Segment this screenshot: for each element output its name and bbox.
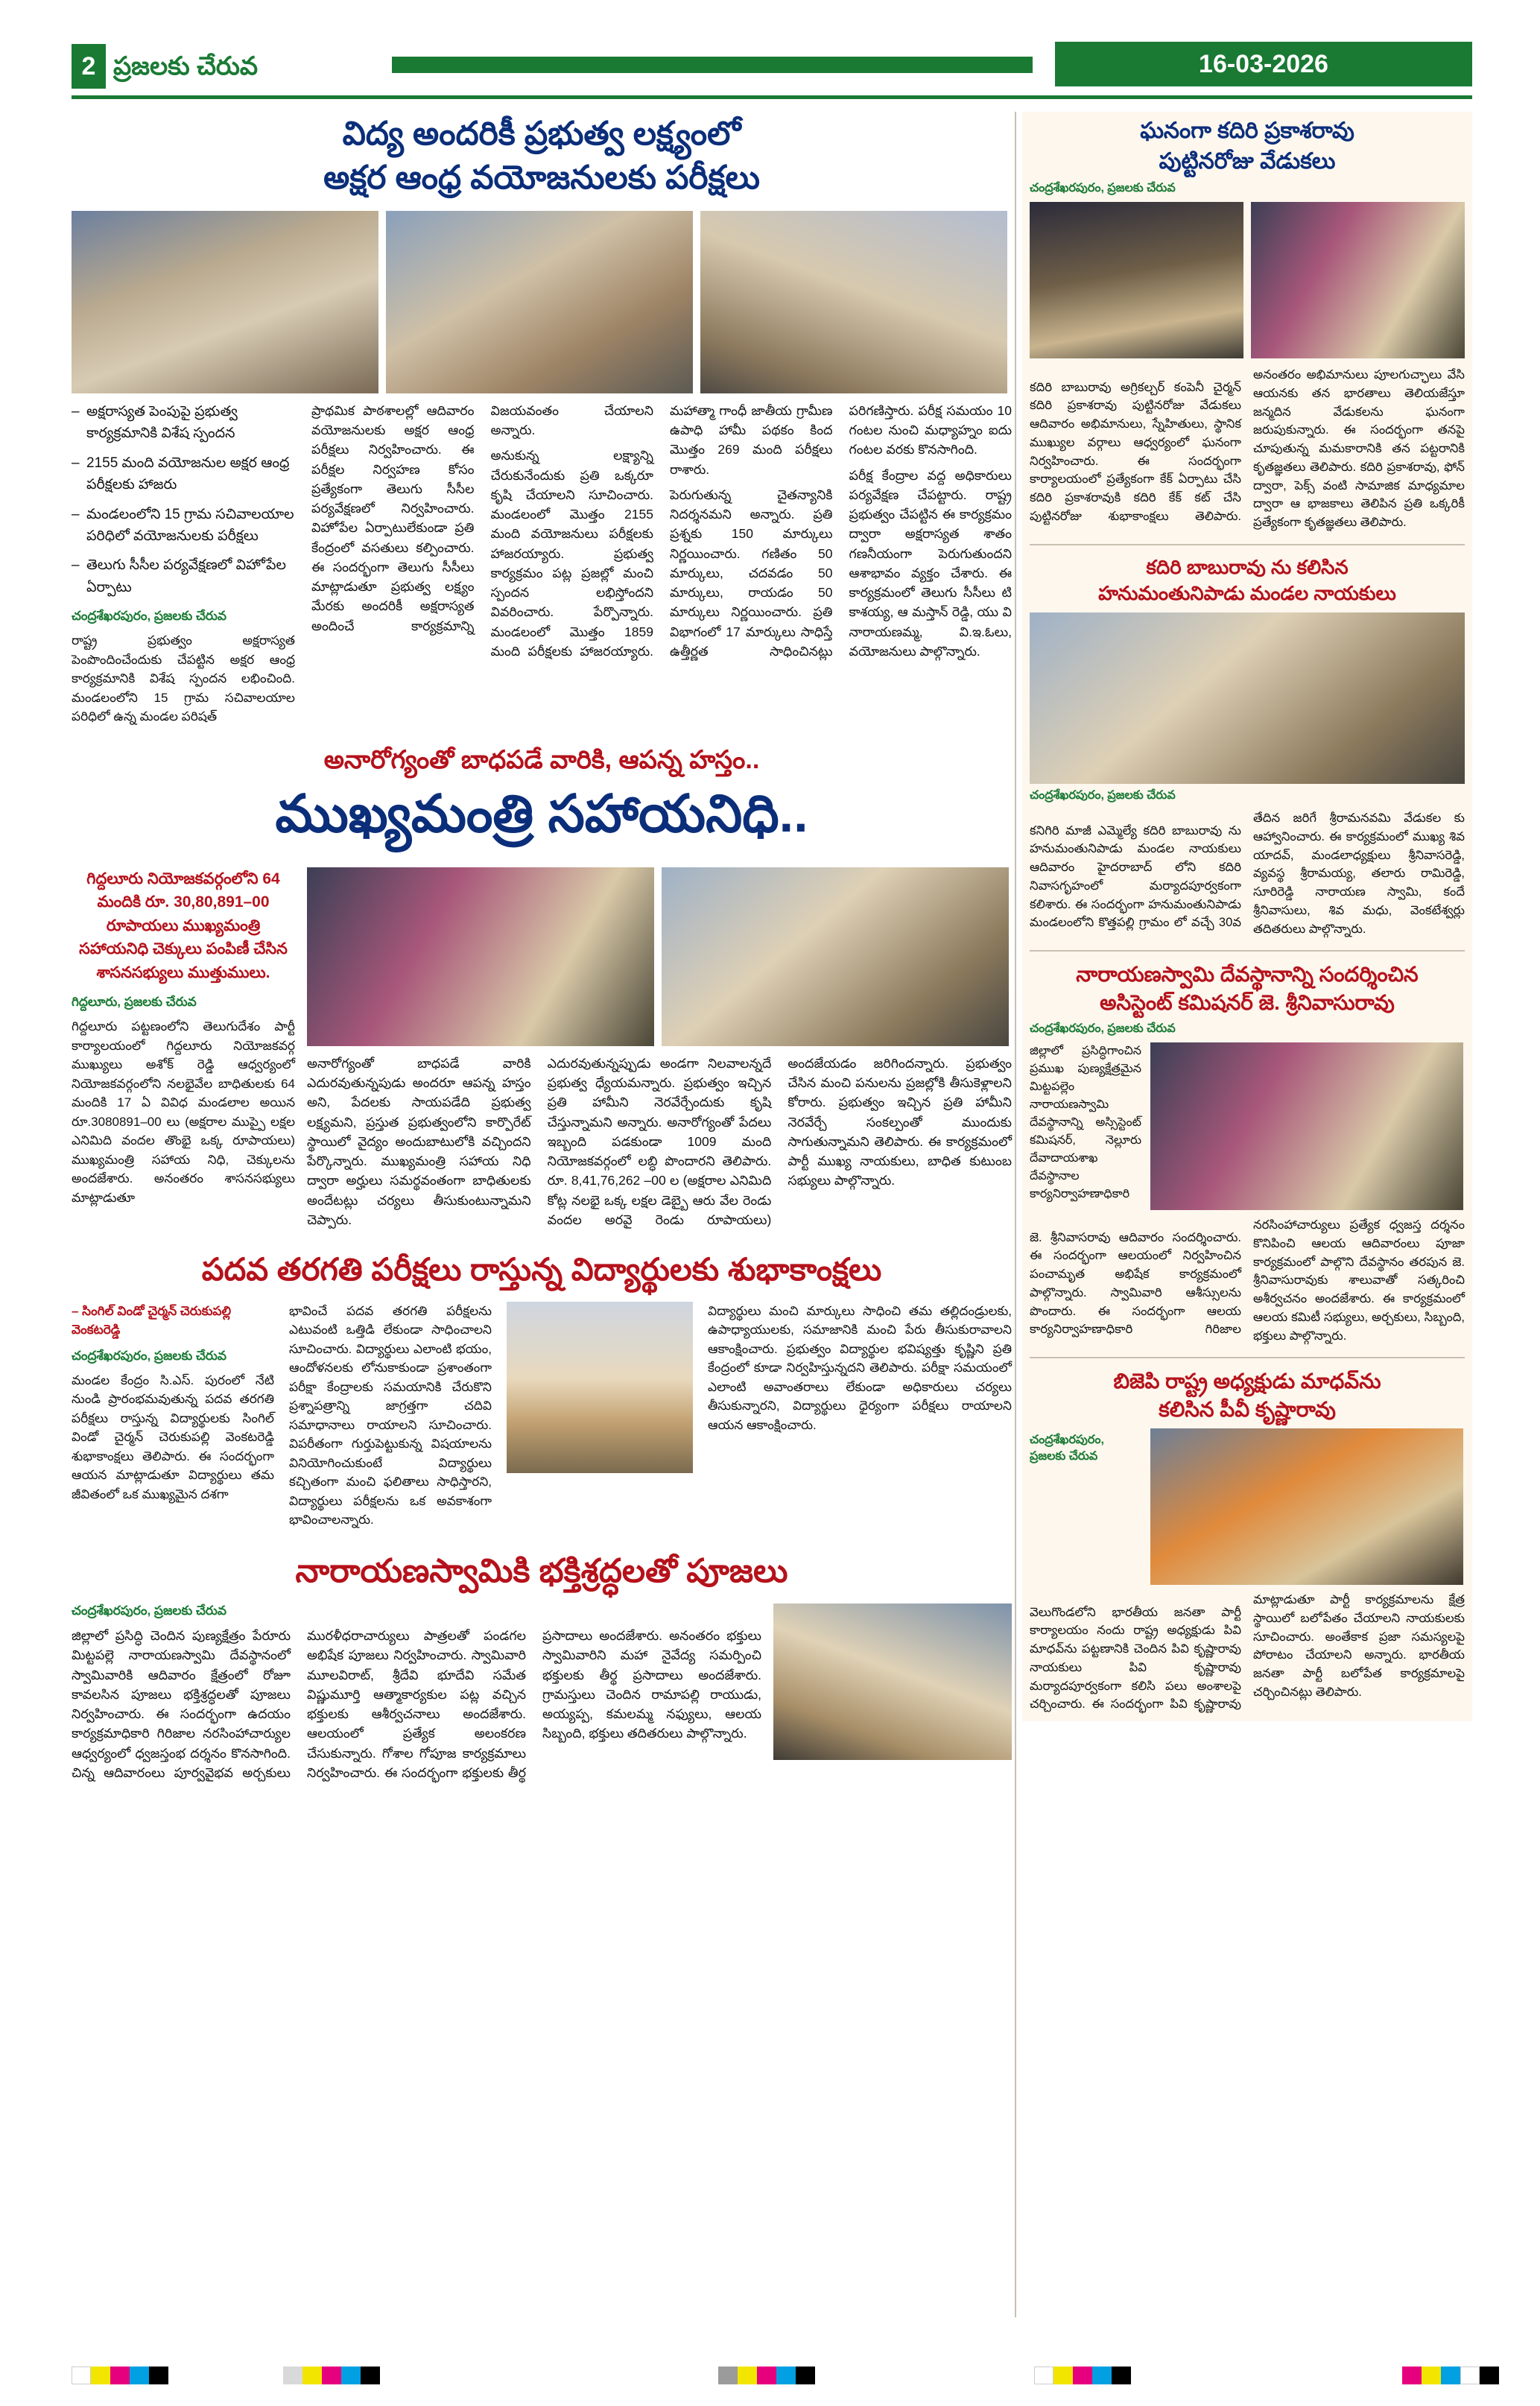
story1-lead: రాష్ట్ర ప్రభుత్వం అక్షరాస్యత పెంపొందించేందుకు చేపట్టిన అక్షర ఆంధ్ర కార్యక్రమానికి విశేష స్పందన లభించింది. మండలంలోని 15 గ్రామ సచివాలయాల పరిధిలో ఉన్న మండల పరిషత్ [72, 633, 295, 724]
r-story2-dateline: చంద్రశేఖరపురం, ప్రజలకు చేరువ [1030, 789, 1176, 802]
story2-para-1: గిద్దలూరు పట్టణంలోని తెలుగుదేశం పార్టీ కార్యాలయంలో గిద్దలూరు నియోజకవర్గ ముఖ్యులు అశోక్ రెడ్డి ఆధ్వర్యంలో నియోజకవర్గంలోని నలభైవేల బాధితులకు 64 మందికి 17 ఏ వివిధ మండలాల అయిన రూ.3080891–00 లు (అక్షరాల ముప్పై లక్షల ఎనిమిది వందల తొంభై ఒక్క రూపాయలు) ముఖ్యమంత్రి సహాయ నిధి, చెక్కులను అందజేశారు. అనంతరం శాసనసభ్యులు మాట్లాడుతూ [72, 1019, 295, 1205]
print-color-bar [72, 2366, 1472, 2385]
r-story2-para-1: కనిగిరి మాజీ ఎమ్మెల్యే కదిరి బాబురావు ను హనుమంతునిపాడు మండల నాయకులు ఆదివారం హైదరాబాద్ లోని కదిరి నివాసగృహంలో మర్యాదపూర్వకంగా కలిశారు. ఈ సందర్భంగా హనుమంతునిపాడు మండలంలోని కొత్తపల్లి గ్రామం లో వచ్చే 30వ తేదిన జరిగే శ్రీరామనవమి వేడుకల కు ఆహ్వానించారు. ఈ కార్యక్రమంలో ముఖ్య శివ యాదవ్, మండలాధ్యక్షులు శ్రీనివాసరెడ్డి, వ్యవస్థ శ్రీరామయ్య, తలారు రామిరెడ్డి, సూరిరెడ్డి నారాయణ స్వామి, కందే శ్రీనివాసులు, శివ మధు, వెంకటేశ్వర్లు తదితరులు పాల్గొన్నారు. [1030, 811, 1465, 936]
r-story4-dateline: చంద్రశేఖరపురం, ప్రజలకు చేరువ [1030, 1434, 1104, 1463]
story1-para-4: పరీక్ష కేంద్రాల వద్ద అధికారులు పర్యవేక్షణ చేపట్టారు. రాష్ట్ర ప్రభుత్వం చేపట్టిన ఈ కార్యక్రమం ద్వారా అక్షరాస్యత శాతం గణనీయంగా పెరుగుతుందని ఆశాభావం వ్యక్తం చేశారు. ఈ కార్యక్రమంలో తెలుగు సీసీలు టి కాశయ్య, ఆ మస్తాన్ రెడ్డి, యు వి నారాయణమ్మ, వి.ఇ.ఓలు, వయోజనులు పాల్గొన్నారు. [849, 467, 1012, 659]
r-story4-headline-line1: బిజెపి రాష్ట్ర అధ్యక్షుడు మాధవ్‌ను [1113, 1370, 1381, 1393]
color-swatch [149, 2367, 168, 2384]
photo-bjp-meeting [1150, 1428, 1463, 1585]
color-swatch [1422, 2367, 1441, 2384]
story2-kicker: అనారోగ్యంతో బాధపడే వారికి, ఆపన్న హస్తం.. [323, 745, 760, 774]
story-education-exams [72, 112, 1012, 726]
r-separator-1 [1030, 544, 1465, 545]
color-swatch [738, 2367, 757, 2384]
masthead-date: 16-03-2026 [1055, 42, 1472, 86]
r-story3-para-1: జిల్లాలో ప్రసిద్ధిగాంచిన ప్రముఖ పుణ్యక్షేత్రమైన మిట్టపల్లెం నారాయణస్వామి దేవస్థానాన్ని అస్సిస్టెంట్ కమిషనర్, నెల్లూరు దేవాదాయశాఖ దేవస్థానాల కార్యనిర్వాహణాధికారి [1030, 1045, 1141, 1201]
story3-para-3: విద్యార్థులు మంచి మార్కులు సాధించి తమ తల్లిదండ్రులకు, ఉపాధ్యాయులకు, సమాజానికి మంచి పేరు తీసుకురావాలని ఆకాంక్షించారు. ప్రభుత్వం విద్యార్థుల భవిష్యత్తు కృష్ణిని ప్రతి కేంద్రంలో కూడా నిర్వహిస్తున్నదని తెలిపారు. పరీక్షా సమయంలో ఎలాంటి అవాంతరాలు లేకుండా అధికారులు చర్యలు తీసుకున్నారని, విద్యార్థులు ధైర్యంగా పరీక్షలు రాయాలని ఆయన ఆకాంక్షించారు. [708, 1303, 1012, 1432]
color-swatch [1402, 2367, 1422, 2384]
r-story2-headline [1030, 554, 1465, 607]
story1-bullet-2: – 2155 మంది వయోజనుల అక్షర ఆంధ్ర పరీక్షలకు హాజరు [72, 452, 295, 496]
r-story2-headline-line1: కదిరి బాబురావు ను కలిసిన [1146, 555, 1349, 578]
r-story3-headline [1030, 960, 1465, 1017]
story1-headline-line2: అక్షర ఆంధ్ర వయోజనులకు పరీక్షలు [323, 159, 760, 197]
story-leaders-meet [1030, 554, 1465, 942]
photo-classroom-exam-2 [386, 211, 693, 393]
color-swatch [302, 2367, 322, 2384]
story4-body [72, 1626, 761, 1782]
color-swatch [72, 2367, 91, 2384]
color-swatch [1460, 2367, 1480, 2384]
story3-para-1: మండల కేంద్రం సి.ఎస్. పురంలో నేటి నుండి ప్రారంభమవుతున్న పదవ తరగతి పరీక్షలు రాస్తున్న విద్యార్థులకు సింగిల్ విండో చైర్మన్ చెరుకుపల్లి వెంకటరెడ్డి శుభాకాంక్షలు తెలిపారు. ఈ సందర్భంగా ఆయన మాట్లాడుతూ విద్యార్థులు తమ జీవితంలో ఒక ముఖ్యమైన దశగా [72, 1373, 274, 1501]
left-column [72, 112, 1012, 1782]
page-number: 2 [72, 44, 106, 89]
r-story1-dateline: చంద్రశేఖరపురం, ప్రజలకు చేరువ [1030, 182, 1176, 194]
r-story1-photo-row [1030, 202, 1465, 358]
masthead [72, 42, 1472, 91]
r-story1-headline [1030, 116, 1465, 177]
photo-classroom-exam-3 [700, 211, 1007, 393]
story1-dateline: చంద్రశేఖరపురం, ప్రజలకు చేరువ [72, 609, 226, 624]
story1-bullet-1: – అక్షరాస్యత పెంపుపై ప్రభుత్వ కార్యక్రమానికి విశేష స్పందన [72, 401, 295, 445]
color-swatch [110, 2367, 130, 2384]
r-story3-headline-line1: నారాయణస్వామి దేవస్థానాన్ని సందర్శించిన [1076, 963, 1419, 987]
story1-para-1: ప్రాథమిక పాఠశాలల్లో ఆదివారం వయోజనులకు అక్షర ఆంధ్ర పరీక్షలు నిర్వహించారు. ఈ పరీక్షల నిర్వహణ కోసం ప్రత్యేకంగా తెలుగు సీసీల పర్యవేక్షణలో నిర్వహించారు. విహోపేల ఏర్పాటులేకుండా ప్రతి కేంద్రంలో వసతులు కల్పించారు. ఈ సందర్భంగా తెలుగు సీసీలు మాట్లాడుతూ ప్రభుత్వ లక్ష్యం మేరకు అందరికీ అక్షరాస్యత అందించే కార్యక్రమాన్ని విజయవంతం చేయాలని అన్నారు. [311, 402, 653, 633]
color-swatch [1034, 2367, 1053, 2384]
story4-dateline: చంద్రశేఖరపురం, ప్రజలకు చేరువ [72, 1604, 226, 1618]
color-swatch [361, 2367, 380, 2384]
story3-headline: పదవ తరగతి పరీక్షలు రాస్తున్న విద్యార్థులకు శుభాకాంక్షలు [201, 1252, 882, 1288]
color-swatch [718, 2367, 738, 2384]
color-swatch [130, 2367, 149, 2384]
color-swatch [322, 2367, 341, 2384]
story4-headline: నారాయణస్వామికి భక్తిశ్రద్ధలతో పూజలు [295, 1552, 788, 1589]
masthead-rule [72, 95, 1472, 99]
photo-cheque-distribution-2 [662, 867, 1009, 1046]
color-group-1 [72, 2367, 168, 2384]
r-story4-headline [1030, 1367, 1465, 1424]
story3-para-2: భావించే పదవ తరగతి పరీక్షలను ఎటువంటి ఒత్తిడి లేకుండా సాధించాలని సూచించారు. విద్యార్థులు ఎలాంటి భయం, ఆందోళనలకు లోనుకాకుండా ప్రశాంతంగా పరీక్షా కేంద్రాలకు సమయానికి చేరుకొని ప్రశ్నాపత్రాన్ని జాగ్రత్తగా చదివి సమాధానాలు రాయాలని సూచించారు. విపరీతంగా గుర్తుపెట్టుకున్న విషయాలను వినియోగించుకుంటే విద్యార్థులు కచ్చితంగా మంచి ఫలితాలు సాధిస్తారని, విద్యార్థులు పరీక్షలను ఒక అవకాశంగా భావించాలన్నారు. [289, 1303, 492, 1528]
photo-birthday-1 [1030, 202, 1243, 358]
story-cm-relief-fund [72, 746, 1012, 1229]
story2-body [307, 1054, 1012, 1229]
story2-dateline: గిద్దలూరు, ప్రజలకు చేరువ [72, 995, 197, 1010]
r-separator-3 [1030, 1357, 1465, 1358]
color-group-3 [718, 2367, 815, 2384]
r-story2-headline-line2: హనుమంతునిపాడు మండల నాయకులు [1098, 581, 1396, 604]
color-swatch [796, 2367, 815, 2384]
story3-dateline: చంద్రశేఖరపురం, ప్రజలకు చేరువ [72, 1348, 226, 1363]
color-swatch [1092, 2367, 1112, 2384]
color-group-4 [1034, 2367, 1131, 2384]
color-swatch [283, 2367, 302, 2384]
r-story4-body [1030, 1591, 1465, 1714]
story1-body [311, 401, 1012, 661]
photo-cheque-distribution-1 [307, 867, 654, 1046]
color-swatch [341, 2367, 361, 2384]
story1-headline-line1: విద్య అందరికీ ప్రభుత్వ లక్ష్యంలో [342, 115, 741, 152]
story1-para-3: పెరుగుతున్న చైతన్యానికి నిదర్శనమని అన్నారు. ప్రతి ప్రశ్నకు 150 మార్కులు నిర్ణయించారు. గణితం 50 మార్కులు, చదవడం 50 మార్కులు, రాయడం 50 మార్కులు నిర్ణయించారు. ప్రతి విభాగంలో 17 మార్కులు సాధిస్తే ఉత్తీర్ణత సాధించినట్లు పరిగణిస్తారు. పరీక్ష సమయం 10 గంటల నుంచి మధ్యాహ్నం ఐదు గంటల వరకు కొనసాగింది. [670, 402, 1012, 659]
r-story1-headline-line2: పుట్టినరోజు వేడుకలు [1159, 148, 1336, 174]
photo-classroom-exam-1 [72, 211, 378, 393]
color-swatch [1480, 2367, 1499, 2384]
r-separator-2 [1030, 950, 1465, 952]
r-story2-body [1030, 809, 1465, 941]
story3-byline: – సింగిల్ విండో చైర్మన్ చెరుకుపల్లి వెంకటరెడ్డి [72, 1303, 232, 1337]
color-group-5 [1402, 2367, 1499, 2384]
color-swatch [1053, 2367, 1073, 2384]
story1-photo-row [72, 211, 1012, 393]
r-story3-para-2: జె. శ్రీనివాసరావు ఆదివారం సందర్శించారు. ఈ సందర్భంగా ఆలయంలో నిర్వహించిన పంచామృత అభిషేక కార్యక్రమంలో పాల్గొన్నారు. స్వామివారి ఆశీస్సులను పొందారు. ఈ సందర్భంగా ఆలయ కార్యనిర్వాహణాధికారి గిరిజాల నరసింహాచార్యులు ప్రత్యేక ధ్వజస్త దర్శనం కొనిపించి ఆలయ ఆదివారంలు పూజా కార్యక్రమంలో పాల్గొని దేవస్థానం తరపున జె. శ్రీనివాసురావుకు శాలువాతో సత్కరించి అశీర్వచనం అందజేశారు. ఈ కార్యక్రమంలో ఆలయ కమిటీ సభ్యులు, అర్చకులు, సిబ్బంది, భక్తులు పాల్గొన్నారు. [1030, 1218, 1465, 1343]
story-narayanaswamy-pooja [72, 1549, 1012, 1782]
story2-para-3: ఎదురవుతున్నప్పుడు అండగా నిలవాలన్నదే ప్రభుత్వ ధ్యేయమన్నారు. ప్రభుత్వం ఇచ్చిన ప్రతి హామీని నెరవేర్చేందుకు కృషి చేస్తున్నామని అన్నారు. అనారోగ్యంతో పేదలు ఇబ్బంది పడకుండా 1009 మంది నియోజకవర్గంలో లబ్ధి పొందారని తెలిపారు. రూ. 8,41,76,262 –00 ల (అక్షరాల ఎనిమిది కోట్ల నలభై ఒక్క లక్షల డెబ్బై ఆరు వేల రెండు వందల అరవై రెండు రూపాయలు) అందజేయడం జరిగిందన్నారు. ప్రభుత్వం చేసిన మంచి పనులను ప్రజల్లోకి తీసుకెళ్లాలని కోరారు. ప్రభుత్వం ఇచ్చిన ప్రతి హామీని నెరవేర్చే సంకల్పంతో ముందుకు సాగుతున్నామని తెలిపారు. ఈ కార్యక్రమంలో పార్టీ ముఖ్య నాయకులు, బాధిత కుటుంబ సభ్యులు పాల్గొన్నారు. [547, 1055, 1012, 1227]
story2-headline: ముఖ్యమంత్రి సహాయనిధి.. [275, 784, 808, 843]
r-story4-headline-line2: కలిసిన పీవీ కృష్ణారావు [1159, 1398, 1336, 1422]
story1-headline [72, 112, 1012, 200]
r-story1-headline-line1: ఘనంగా కదిరి ప్రకాశరావు [1140, 118, 1354, 143]
masthead-left [72, 42, 258, 91]
color-swatch [757, 2367, 776, 2384]
color-group-2 [283, 2367, 380, 2384]
story2-para-2: అనారోగ్యంతో బాధపడే వారికి ఎదురవుతున్నపుడు అందరూ ఆపన్న హస్తం అని, పేదలకు సాయపడేది ప్రభుత్వ లక్ష్యమని, ప్రస్తుత ప్రభుత్వంలోని కార్పొరేట్ స్థాయిలో వైద్యం అందుబాటులోకి వచ్చిందని పేర్కొన్నారు. ముఖ్యమంత్రి సహాయ నిధి ద్వారా అర్హులు సమర్థవంతంగా బాధితులకు అందేటట్లు చర్యలు తీసుకుంటున్నామని చెప్పారు. [307, 1055, 531, 1227]
r-story3-body [1030, 1216, 1465, 1348]
r-story1-para-1: కదిరి బాబురావు అగ్రికల్చర్ కంపెనీ చైర్మన్ కదిరి ప్రకాశరావు పుట్టినరోజు వేడుకలు ఆదివారం అభిమానులు, స్నేహితులు, స్థానిక ముఖ్యుల వర్గాలు ఆధ్వర్యంలో ఘనంగా నిర్వహించారు. ఈ సందర్భంగా కార్యాలయంలో ప్రత్యేకంగా కేక్ ఏర్పాటు చేసి కదిరి ప్రకాశరావుకి కదిరి కేక్ కట్ చేసి పుట్టినరోజు శుభాకాంక్షలు తెలిపారు. అనంతరం అభిమానులు పూలగుచ్ఛాలు వేసి ఆయనకు తన భారతాలు తెలియజేస్తూ జన్మదిన వేడుకలను ఘనంగా జరుపుకున్నారు. ఈ సందర్భంగా తనపై చూపుతున్న మమకారానికి తన పట్టరానికి కృతజ్ఞతలు తెలిపారు. కదిరి ప్రకాశరావు, ఫోన్ ద్వారా, పెక్స్ వంటి సామాజిక మాధ్యమాల ద్వారా ఆ భాజకాలు తెలిపిన ప్రతి ఒక్కరికీ ప్రత్యేకంగా కృతజ్ఞతలు తెలిపారు. [1030, 368, 1465, 529]
story1-bullets [72, 401, 295, 599]
r-story3-headline-line2: అసిస్టెంట్ కమిషనర్ జె. శ్రీనివాసురావు [1100, 991, 1395, 1015]
photo-birthday-2 [1251, 202, 1465, 358]
color-swatch [1112, 2367, 1131, 2384]
story2-photo-row [307, 867, 1012, 1046]
right-column [1022, 112, 1472, 1721]
column-divider [1015, 112, 1016, 2317]
masthead-green-bar [392, 57, 1033, 73]
story-birthday-celebration [1030, 116, 1465, 535]
r-story4-para-1: వెలుగొండలోని భారతీయ జనతా పార్టీ కార్యాలయం నందు రాష్ట్ర అధ్యక్షుడు పివి మాధవ్‌ను పట్టణానికి చెందిన పివి కృష్ణారావు నాయకులు పివి కృష్ణారావు మర్యాదపూర్వకంగా కలిసి పలు అంశాలపై చర్చించారు. ఈ సందర్భంగా పివి కృష్ణారావు మాట్లాడుతూ పార్టీ కార్యక్రమాలను క్షేత్ర స్థాయిలో బలోపేతం చేయాలని నాయకులకు సూచించారు. అంతేకాక ప్రజా సమస్యలపై పోరాటం చేయాలని అన్నారు. భారతీయ జనతా పార్టీ బలోపేత కార్యక్రమాలపై చర్చించినట్లు తెలిపారు. [1030, 1593, 1465, 1712]
photo-temple-pooja [773, 1604, 1012, 1760]
color-swatch [1441, 2367, 1460, 2384]
story1-bullet-3: – మండలంలోని 15 గ్రామ సచివాలయాల పరిధిలో వయోజనులకు పరీక్షలు [72, 504, 295, 548]
story-ssc-exam-wishes [72, 1249, 1012, 1530]
story4-para-1: జిల్లాలో ప్రసిద్ధి చెందిన పుణ్యక్షేత్రం పేరూరు మిట్టపల్లె నారాయణస్వామి దేవస్థానంలో స్వామివారికి ఆదివారం క్షేత్రంలో రోజూ కావలసిన పూజలు భక్తిశ్రద్ధలతో పూజలు నిర్వహించారు. ఈ సందర్భంగా ఉదయం కార్యక్రమాధికారి గిరిజాల నరసింహాచార్యుల ఆధ్వర్యంలో ధ్వజస్తంభ దర్శనం కొనసాగింది. చిన్న ఆదివారంలు పూర్వవైభవ అర్చకులు మురళీధరాచార్యులు పాత్రలతో పండగల అభిషేక పూజలు నిర్వహించారు. స్వామివారి మూలవిరాట్, శ్రీదేవి భూదేవి సమేత విష్ణుమూర్తి ఆత్మాకార్యకుల పట్ల వచ్చిన భక్తులకు ఆశీర్వచనాలు అందజేశారు. ఆలయంలో ప్రత్యేక అలంకరణ చేసుకున్నారు. గోశాల గోపూజ కార్యక్రమాలు నిర్వహించారు. ఈ సందర్భంగా భక్తులకు తీర్థ ప్రసాదాలు అందజేశారు. అనంతరం భక్తులు స్వామివారిని మహా నైవేద్య సమర్పించి భక్తులకు తీర్థ ప్రసాదాలు అందజేశారు. గ్రామస్తులు చెందిన రామాపల్లి రాయుడు, అయ్యప్ప, కమలమ్మ నఫ్యులు, ఆలయ సిబ్బంది, భక్తులు తదితరులు పాల్గొన్నారు. [72, 1628, 761, 1780]
color-swatch [91, 2367, 110, 2384]
photo-temple-visit [1150, 1042, 1463, 1210]
story-assistant-commissioner-visit [1030, 960, 1465, 1348]
color-swatch [776, 2367, 796, 2384]
photo-leaders-meeting [1030, 612, 1465, 784]
r-story1-body [1030, 366, 1465, 535]
story2-intro: గిద్దలూరు నియోజకవర్గంలోని 64 మందికి రూ. 30,80,891–00 రూపాయలు ముఖ్యమంత్రి సహాయనిధి చెక్కులు పంపిణీ చేసిన శాసనసభ్యులు ముత్తుములు. [79, 870, 288, 981]
publication-title: ప్రజలకు చేరువ [113, 52, 259, 80]
story-bjp-president-meet [1030, 1367, 1465, 1714]
r-story3-dateline: చంద్రశేఖరపురం, ప్రజలకు చేరువ [1030, 1022, 1176, 1036]
color-swatch [1073, 2367, 1092, 2384]
photo-portrait-chairman [507, 1302, 693, 1473]
story1-para-2: అనుకున్న లక్ష్యాన్ని చేరుకునేందుకు ప్రతి ఒక్కరూ కృషి చేయాలని సూచించారు. మండలంలో మొత్తం 2155 మంది వయోజనులు పరీక్షలకు హాజరయ్యారు. ప్రభుత్వ కార్యక్రమం పట్ల ప్రజల్లో మంచి స్పందన లభిస్తోందని వివరించారు. పేర్పొన్నారు. మండలంలో మొత్తం 1859 మంది పరీక్షలకు హాజరయ్యారు. మహాత్మా గాంధీ జాతీయ గ్రామీణ ఉపాధి హామీ పథకం కింద మొత్తం 269 మంది పరీక్షలు రాశారు. [490, 402, 833, 659]
story1-bullet-4: – తెలుగు సీసీల పర్యవేక్షణలో విహోపేల ఏర్పాటు [72, 554, 295, 598]
